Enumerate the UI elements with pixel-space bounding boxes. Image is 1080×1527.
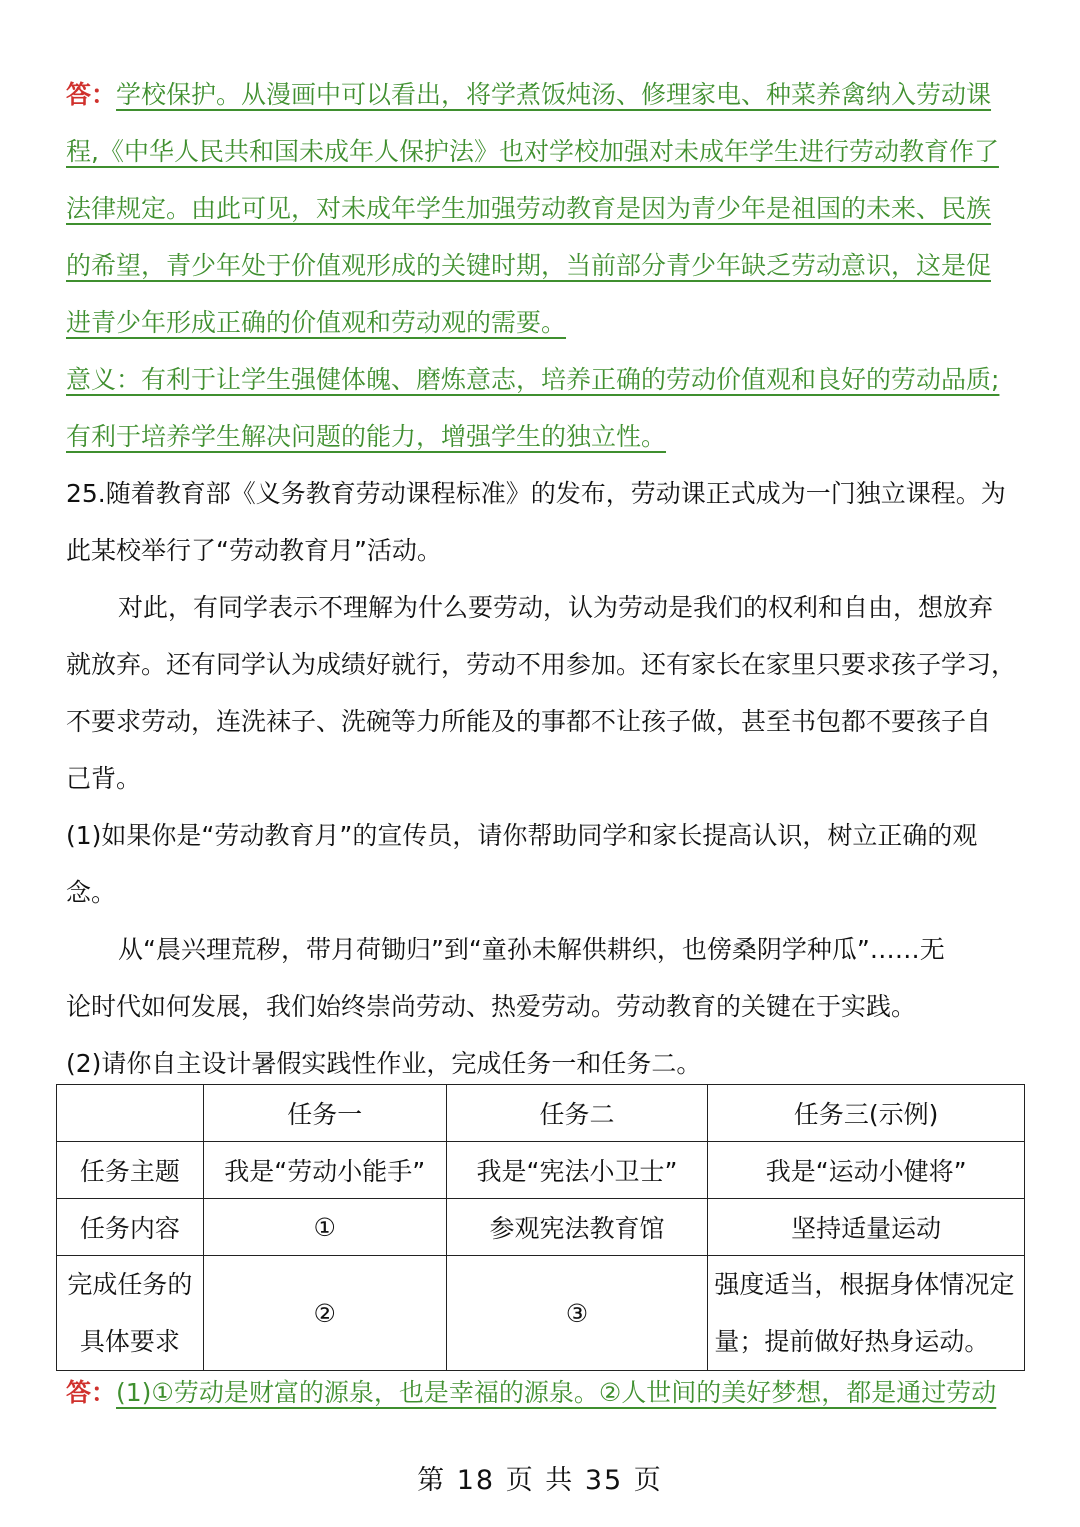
- answer24-line-2: 程,《中华人民共和国未成年人保护法》也对学校加强对未成年学生进行劳动教育作了: [66, 137, 999, 166]
- answer25-line-1: 答：(1)①劳动是财富的源泉，也是幸福的源泉。②人世间的美好梦想，都是通过劳动: [66, 1378, 997, 1407]
- table-cell: [708, 1256, 1025, 1371]
- table-cell: 我是“运动小健将”: [708, 1142, 1025, 1199]
- material2-line-2: 论时代如何发展，我们始终崇尚劳动、热爱劳动。劳动教育的关键在于实践。: [66, 992, 917, 1021]
- table-cell: 任务一: [203, 1085, 446, 1142]
- table-cell: 参观宪法教育馆: [446, 1199, 708, 1256]
- answer-label: 答：: [66, 1378, 117, 1407]
- material1-line-2: 就放弃。还有同学认为成绩好就行，劳动不用参加。还有家长在家里只要求孩子学习，: [66, 650, 1017, 679]
- req-text-line-2: 量；提前做好热身运动。: [714, 1327, 990, 1356]
- document-page: [66, 66, 1016, 1092]
- table-cell: 任务内容: [57, 1199, 204, 1256]
- sub-question-2: (2)请你自主设计暑假实践性作业，完成任务一和任务二。: [66, 1049, 702, 1078]
- material1-line-4: 己背。: [66, 764, 142, 793]
- table-cell: ②: [203, 1256, 446, 1371]
- task-table: [56, 1084, 1025, 1371]
- req-label-line-2: 具体要求: [79, 1327, 180, 1356]
- answer-label: 答：: [66, 80, 117, 109]
- sub-question-1-line-2: 念。: [66, 878, 117, 907]
- table-cell: ③: [446, 1256, 708, 1371]
- answer24-line-3: 法律规定。由此可见，对未成年学生加强劳动教育是因为青少年是祖国的未来、民族: [66, 194, 992, 223]
- table-cell: 任务三(示例): [708, 1085, 1025, 1142]
- answer24-line-6: 意义：有利于让学生强健体魄、磨炼意志，培养正确的劳动价值观和良好的劳动品质;: [66, 365, 1000, 394]
- req-label-line-1: 完成任务的: [67, 1270, 193, 1299]
- table-cell: 我是“宪法小卫士”: [446, 1142, 708, 1199]
- answer24-line-5: 进青少年形成正确的价值观和劳动观的需要。: [66, 308, 567, 337]
- table-cell: [57, 1256, 204, 1371]
- table-row-content: [57, 1199, 1025, 1256]
- material1-line-1: 对此，有同学表示不理解为什么要劳动，认为劳动是我们的权利和自由，想放弃: [118, 593, 994, 622]
- table-row-requirements: [57, 1256, 1025, 1371]
- material1-line-3: 不要求劳动，连洗袜子、洗碗等力所能及的事都不让孩子做，甚至书包都不要孩子自: [66, 707, 992, 736]
- table-cell: 坚持适量运动: [708, 1199, 1025, 1256]
- table-cell: 任务二: [446, 1085, 708, 1142]
- page-number: 第 18 页 共 35 页: [417, 1465, 663, 1496]
- answer24-line-7: 有利于培养学生解决问题的能力，增强学生的独立性。: [66, 422, 667, 451]
- answer24-line-1: 答：学校保护。从漫画中可以看出，将学煮饭炖汤、修理家电、种菜养禽纳入劳动课: [66, 80, 992, 109]
- sub-question-1-line-1: (1)如果你是“劳动教育月”的宣传员，请你帮助同学和家长提高认识，树立正确的观: [66, 821, 978, 850]
- table-header-row: [57, 1085, 1025, 1142]
- req-text-line-1: 强度适当，根据身体情况定: [714, 1270, 1015, 1299]
- material2-line-1: 从“晨兴理荒秽，带月荷锄归”到“童孙未解供耕织，也傍桑阴学种瓜”……无: [118, 935, 945, 964]
- table-cell: [57, 1085, 204, 1142]
- table-cell: ①: [203, 1199, 446, 1256]
- question25-intro-2: 此某校举行了“劳动教育月”活动。: [66, 536, 442, 565]
- question25-intro-1: 25.随着教育部《义务教育劳动课程标准》的发布，劳动课正式成为一门独立课程。为: [66, 479, 1006, 508]
- table-cell: 任务主题: [57, 1142, 204, 1199]
- answer24-line-4: 的希望，青少年处于价值观形成的关键时期，当前部分青少年缺乏劳动意识，这是促: [66, 251, 992, 280]
- table-row-theme: [57, 1142, 1025, 1199]
- table-cell: 我是“劳动小能手”: [203, 1142, 446, 1199]
